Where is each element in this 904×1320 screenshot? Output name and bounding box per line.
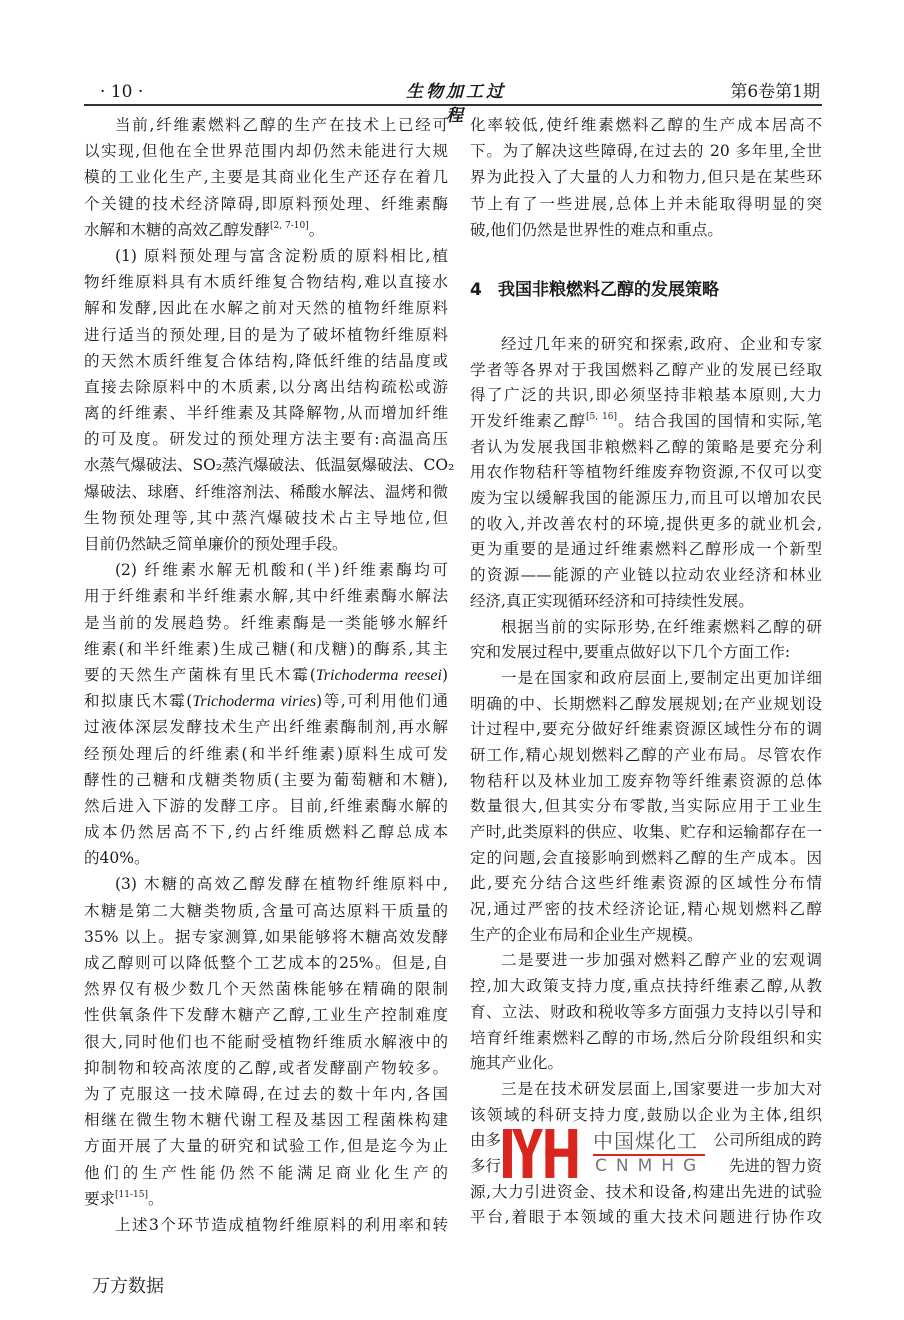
section-heading: [470, 277, 822, 303]
watermark-logo: [503, 1129, 708, 1178]
text-line: 成本仍然居高不下,约占纤维质燃料乙醇总成本: [84, 823, 448, 842]
text-line: 直接去除原料中的木质素,以分离出结构疏松或游: [84, 377, 448, 396]
text-line: 维素(和半纤维素)生成己糖(和戊糖)的酶系,其主: [84, 639, 448, 658]
text-line: 成乙醇则可以降低整个工艺成本的25%。但是,自: [84, 954, 448, 972]
text-line: 用农作物秸秆等植物纤维废弃物资源,不仅可以变: [470, 463, 822, 482]
text-segment: 要的天然生产菌株有里氏木霉(: [84, 665, 316, 684]
text-line: 施其产业化。: [470, 1054, 564, 1073]
text-line: 酵性的己糖和戊糖类物质(主要为葡萄糖和木糖),: [84, 770, 448, 789]
text-line: (3) 木糖的高效乙醇发酵在植物纤维原料中,: [115, 875, 448, 894]
text-line: 离的纤维素、半纤维素及其降解物,从而增加纤维: [84, 404, 448, 423]
text-line: 究和发展过程中,要重点做好以下几个方面工作:: [470, 643, 791, 662]
text-line: 木糖是第二大糖类物质,含量可高达原料干质量的: [84, 901, 448, 920]
text-line: 的收入,并改善农村的环境,提供更多的就业机会,: [470, 514, 822, 533]
text-line: 者认为发展我国非粮燃料乙醇的策略是要充分利: [470, 437, 822, 456]
citation-ref: [2, 7-10]: [270, 220, 309, 231]
mh-logo-icon: [503, 1129, 578, 1178]
journal-title: 生物加工过程: [406, 82, 506, 126]
text-line: [84, 688, 448, 714]
text-segment: 。结合我国的国情和实际,笔: [617, 412, 822, 430]
text-line: (1) 原料预处理与富含淀粉质的原料相比,植: [115, 246, 448, 265]
text-line: 一是在国家和政府层面上,要制定出更加详细: [501, 668, 822, 687]
text-segment: 公司所组成的跨: [713, 1131, 822, 1150]
text-line: 源,大力引进资金、技术和设备,构建出先进的试验: [470, 1182, 822, 1201]
text-line: 他们的生产性能仍然不能满足商业化生产的: [84, 1163, 448, 1182]
text-line: 经济,真正实现循环经济和可持续性发展。: [470, 591, 754, 610]
text-line: 该领域的科研支持力度,鼓励以企业为主体,组织: [470, 1105, 822, 1124]
citation-ref: [11-15]: [115, 1189, 148, 1200]
right-column-text-bottom: [470, 332, 822, 1231]
text-line: 得了广泛的共识,即必须坚持非粮基本原则,大力: [470, 386, 822, 405]
text-line: 是当前的发展趋势。纤维素酶是一类能够水解纤: [84, 613, 448, 632]
paragraph: [470, 332, 822, 615]
text-line: 经预处理后的纤维素(和半纤维素)原料生成可发: [84, 744, 448, 763]
text-line: 然后进入下游的发酵工序。目前,纤维素酶水解的: [84, 796, 448, 815]
text-segment: )等,可利用他们通: [316, 692, 448, 711]
text-line: 界为此投入了大量的人力和物力,但只是在某些环: [470, 168, 822, 187]
text-line: 用于纤维素和半纤维素水解,其中纤维素酶水解法: [84, 587, 448, 606]
text-segment: 。: [308, 220, 325, 239]
text-line: 下。为了解决这些障碍,在过去的 20 多年里,全世: [470, 142, 822, 161]
text-line: 模的工业化生产,主要是其商业化生产还存在着几: [84, 168, 448, 187]
text-line: 培育纤维素燃料乙醇的市场,然后分阶段组织和实: [470, 1028, 822, 1047]
text-line: 相继在微生物木糖代谢工程及基因工程菌株构建: [84, 1111, 448, 1130]
text-line: 解和发酵,因此在水解之前对天然的植物纤维原料: [84, 299, 448, 318]
text-line: 抑制物和较高浓度的乙醇,或者发酵副产物较多。: [84, 1058, 448, 1077]
text-line: [84, 1186, 448, 1212]
paragraph: [84, 1212, 448, 1238]
text-segment: 由多: [470, 1131, 502, 1150]
page-number: · 10 ·: [100, 82, 144, 102]
paragraph: [84, 871, 448, 1211]
text-line: 的可及度。研发过的预处理方法主要有:高温高压: [84, 430, 448, 449]
text-line: 产时,此类原料的供应、收集、贮存和运输都存在一: [470, 823, 822, 841]
paragraph: [470, 112, 822, 243]
text-line: 三是在技术研发层面上,国家要进一步加大对: [501, 1079, 822, 1098]
text-line: 经过几年来的研究和探索,政府、企业和专家: [501, 334, 822, 353]
text-line: 破,他们仍然是世界性的难点和重点。: [470, 220, 723, 239]
paragraph: [470, 615, 822, 666]
text-line: (2) 纤维素水解无机酸和(半)纤维素酶均可: [115, 561, 448, 580]
text-line: 平台,着眼于本领域的重大技术问题进行协作攻: [470, 1208, 822, 1227]
left-column: [84, 112, 455, 1238]
text-segment: 开发纤维素乙醇: [470, 412, 587, 430]
text-line: 更为重要的是通过纤维素燃料乙醇形成一个新型: [470, 540, 822, 559]
text-line: 方面开展了大量的研究和试验工作,但是迄今为止: [84, 1137, 448, 1156]
source-watermark: 万方数据: [92, 1276, 164, 1297]
text-segment: 要求: [84, 1189, 116, 1208]
text-line: 况,通过严密的技术经济论证,精心规划燃料乙醇: [470, 900, 822, 919]
text-line: 根据当前的实际形势,在纤维素燃料乙醇的研: [501, 617, 822, 636]
watermark-en-text: CNMHG: [595, 1156, 706, 1176]
paragraph: [470, 948, 822, 1076]
text-line: 个关键的技术经济障碍,即原料预处理、纤维素酶: [84, 194, 448, 213]
text-line: 进行适当的预处理,目的是为了破坏植物纤维原料: [84, 325, 448, 344]
text-line: 计过程中,要充分做好纤维素资源区域性分布的调: [470, 720, 822, 739]
text-line: [84, 217, 448, 243]
text-line: 定的问题,会直接影响到燃料乙醇的生产成本。因: [470, 848, 822, 867]
text-line: 节上有了一些进展,总体上并未能取得明显的突: [470, 194, 822, 213]
text-segment: 和拟康氏木霉(: [84, 692, 193, 711]
text-line: 35% 以上。据专家测算,如果能够将木糖高效发酵: [84, 927, 448, 946]
text-line: 然界仅有极少数几个天然菌株能够在精确的限制: [84, 980, 448, 999]
text-line: 的天然木质纤维复合体结构,降低纤维的结晶度或: [84, 351, 448, 370]
text-line: 研工作,精心规划燃料乙醇的产业布局。尽管农作: [470, 745, 822, 764]
text-line: 控,加大政策支持力度,重点扶持纤维素乙醇,从教: [470, 977, 822, 996]
text-segment: 多行: [470, 1156, 502, 1175]
text-line: 上述3个环节造成植物纤维原料的利用率和转: [115, 1215, 448, 1234]
left-column-text: [84, 112, 455, 1238]
text-segment: 水解和木糖的高效乙醇发酵: [84, 220, 271, 239]
text-line: 当前,纤维素燃料乙醇的生产在技术上已经可: [115, 116, 448, 134]
section-title: 我国非粮燃料乙醇的发展策略: [498, 279, 719, 300]
text-line: 目前仍然缺乏简单廉价的预处理手段。: [84, 535, 348, 553]
text-line: 废为宝以缓解我国的能源压力,而且可以增加农民: [470, 489, 822, 508]
text-line: 生物预处理等,其中蒸汽爆破技术占主导地位,但: [84, 508, 448, 527]
text-line: 很大,同时他们也不能耐受植物纤维质水解液中的: [84, 1032, 448, 1051]
text-line: 的40%。: [84, 849, 150, 868]
paragraph: [84, 243, 455, 557]
paragraph: [470, 666, 822, 949]
text-segment: ): [441, 665, 448, 684]
paragraph: [84, 557, 448, 871]
text-segment: 。: [147, 1189, 164, 1208]
header-rule: [84, 104, 822, 106]
section-number: 4: [470, 279, 482, 300]
text-line: 以实现,但他在全世界范围内却仍然未能进行大规: [84, 142, 448, 161]
species-name: Trichoderma reesei: [315, 666, 442, 684]
text-line: 的资源——能源的产业链以拉动农业经济和林业: [470, 566, 822, 585]
text-line: 物纤维原料具有木质纤维复合物结构,难以直接水: [84, 273, 448, 292]
text-line: [470, 409, 822, 435]
text-line: [84, 662, 448, 688]
text-line: 此,要充分结合这些纤维素资源的区域性分布情: [470, 874, 822, 893]
text-line: 学者等各界对于我国燃料乙醇产业的发展已经取: [470, 360, 822, 379]
text-line: 爆破法、球磨、纤维溶剂法、稀酸水解法、温烤和微: [84, 482, 448, 501]
right-column-text-top: [470, 112, 822, 243]
text-line: 明确的中、长期燃料乙醇发展规划;在产业规划设: [470, 694, 822, 713]
right-column: [470, 112, 822, 1231]
text-line: 性供氧条件下发酵木糖产乙醇,工业生产控制难度: [84, 1006, 448, 1025]
species-name: Trichoderma viries: [192, 693, 317, 711]
text-line: 数量很大,但其实分布零散,当实际应用于工业生: [470, 797, 822, 816]
text-line: 育、立法、财政和税收等多方面强力支持以引导和: [470, 1002, 822, 1021]
text-line: 为了克服这一技术障碍,在过去的数十年内,各国: [84, 1084, 448, 1103]
text-line: 物秸秆以及林业加工废弃物等纤维素资源的总体: [470, 771, 822, 790]
paragraph: [84, 112, 448, 243]
text-line: 二是要进一步加强对燃料乙醇产业的宏观调: [501, 951, 822, 970]
text-line: 化率较低,使纤维素燃料乙醇的生产成本居高不: [470, 116, 822, 134]
issue-label: 第6卷第1期: [730, 82, 820, 102]
text-line: 生产的企业布局和企业生产规模。: [470, 925, 703, 944]
text-segment: 先进的智力资: [728, 1156, 822, 1175]
text-line: 过液体深层发酵技术生产出纤维素酶制剂,再水解: [84, 718, 448, 737]
text-line: 水蒸气爆破法、SO₂蒸汽爆破法、低温氨爆破法、CO₂: [84, 456, 455, 475]
watermark-cn-text: 中国煤化工: [593, 1129, 698, 1153]
citation-ref: [5, 16]: [586, 412, 618, 422]
